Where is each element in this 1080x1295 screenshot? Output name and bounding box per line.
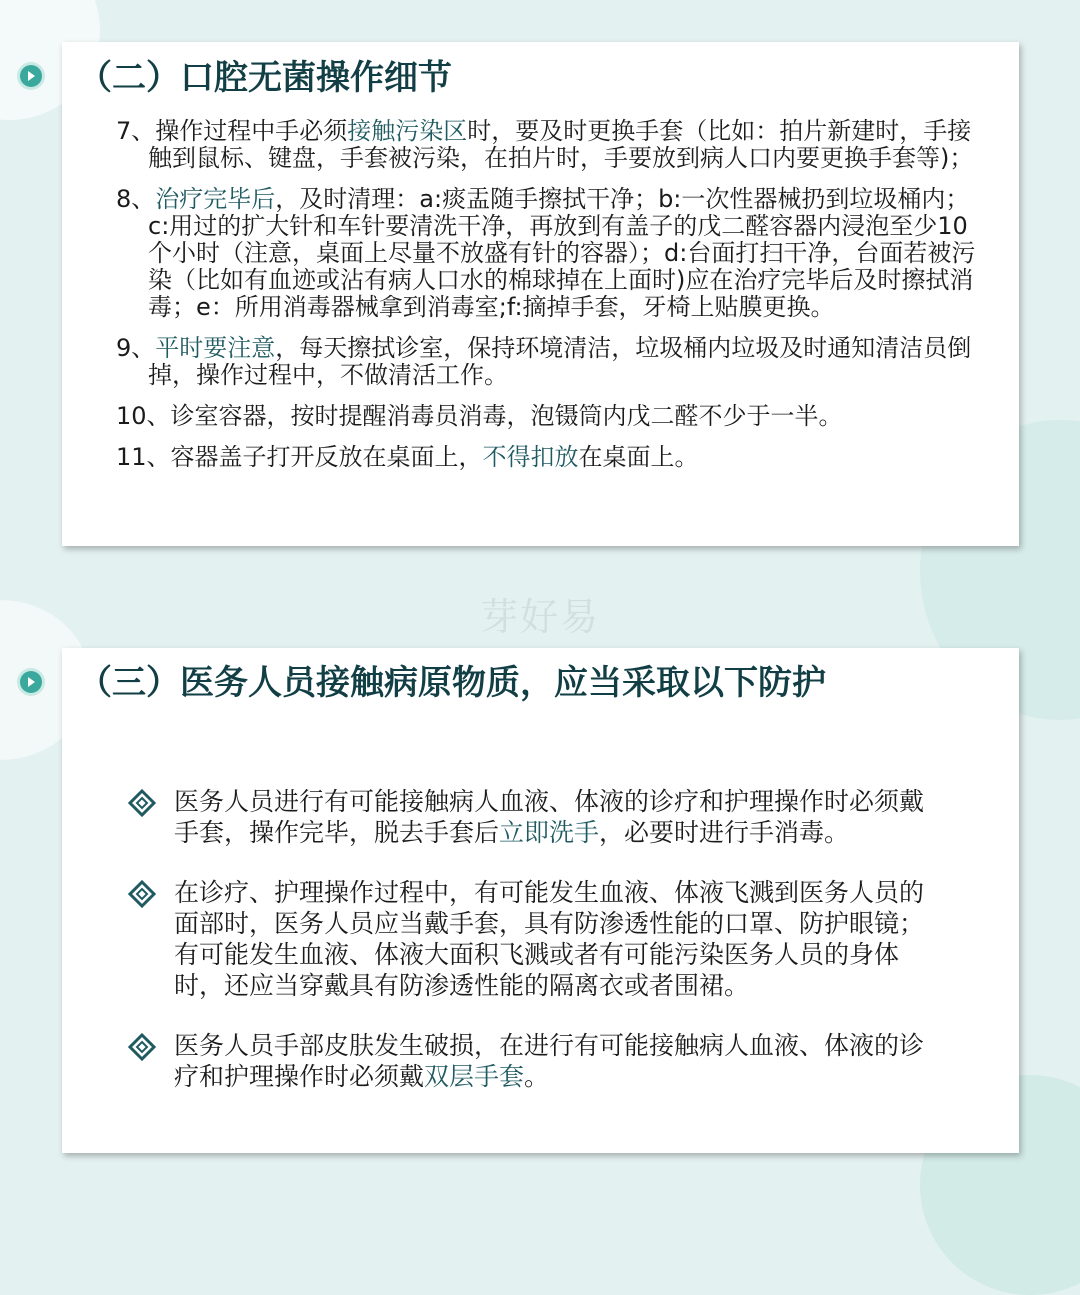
item-text: ，及时清理：a:痰盂随手擦拭干净；b:一次性器械扔到垃圾桶内； c:用过的扩大针和车针要清洗干净，再放到有盖子的戊二醛容器内浸泡至少10个小时（注意，桌面上尽量不放盛有针的容器）；d:台面打扫干净，台面若被污染（比如有血迹或沾有病人口水的棉球掉在上面时)应在治疗完毕后及时擦拭消毒；e：所用消毒器械拿到消毒室;f:摘掉手套，牙椅上贴膜更换。 bbox=[148, 185, 976, 321]
item-text: 时，要及时更换手套（比如：拍片新建时，手接触到鼠标、键盘，手套被污染，在拍片时，手要放到病人口内要更换手套等)； bbox=[148, 117, 974, 172]
list-item bbox=[116, 403, 986, 430]
item-text: 11、容器盖子打开反放在桌面上， bbox=[116, 443, 483, 471]
section3-list bbox=[128, 786, 948, 1121]
item-text: 医务人员进行有可能接触病人血液、体液的诊疗和护理操作时必须戴手套，操作完毕，脱去手套后 bbox=[174, 787, 925, 847]
item-text: 7、操作过程中手必须 bbox=[116, 117, 348, 145]
list-item bbox=[116, 335, 986, 389]
item-text: 。 bbox=[524, 1062, 550, 1091]
list-item bbox=[128, 877, 948, 1001]
play-dot-icon bbox=[20, 65, 42, 87]
list-item bbox=[116, 118, 986, 172]
watermark: 芽好易 bbox=[479, 595, 600, 639]
play-dot-icon bbox=[20, 671, 42, 693]
item-text: 9、 bbox=[116, 334, 156, 362]
item-text: 8、 bbox=[116, 185, 156, 213]
item-highlight: 双层手套 bbox=[424, 1062, 525, 1091]
item-text: 在诊疗、护理操作过程中，有可能发生血液、体液飞溅到医务人员的面部时，医务人员应当戴手套，具有防渗透性能的口罩、防护眼镜；有可能发生血液、体液大面积飞溅或者有可能污染医务人员的身体时，还应当穿戴具有防渗透性能的隔离衣或者围裙。 bbox=[174, 878, 925, 1000]
item-text: 医务人员手部皮肤发生破损，在进行有可能接触病人血液、体液的诊疗和护理操作时必须戴 bbox=[174, 1031, 925, 1091]
diamond-bullet-icon bbox=[128, 789, 156, 817]
list-item bbox=[128, 1030, 948, 1092]
item-highlight: 接触污染区 bbox=[347, 117, 468, 145]
diamond-bullet-icon bbox=[128, 1033, 156, 1061]
item-text: 10、诊室容器，按时提醒消毒员消毒，泡镊筒内戊二醛不少于一半。 bbox=[116, 402, 843, 430]
item-text: ，每天擦拭诊室，保持环境清洁，垃圾桶内垃圾及时通知清洁员倒掉，操作过程中，不做清活工作。 bbox=[148, 334, 972, 389]
list-item bbox=[116, 186, 986, 321]
list-item bbox=[128, 786, 948, 848]
item-text: 在桌面上。 bbox=[578, 443, 699, 471]
item-text: ，必要时进行手消毒。 bbox=[599, 818, 850, 847]
item-highlight: 治疗完毕后 bbox=[155, 185, 276, 213]
item-highlight: 立即洗手 bbox=[499, 818, 600, 847]
list-item bbox=[116, 444, 986, 471]
section2-title: （二）口腔无菌操作细节 bbox=[78, 58, 452, 98]
section3-title: （三）医务人员接触病原物质，应当采取以下防护 bbox=[78, 663, 826, 703]
item-highlight: 不得扣放 bbox=[482, 443, 579, 471]
section2-list bbox=[116, 118, 986, 485]
item-highlight: 平时要注意 bbox=[155, 334, 276, 362]
diamond-bullet-icon bbox=[128, 880, 156, 908]
